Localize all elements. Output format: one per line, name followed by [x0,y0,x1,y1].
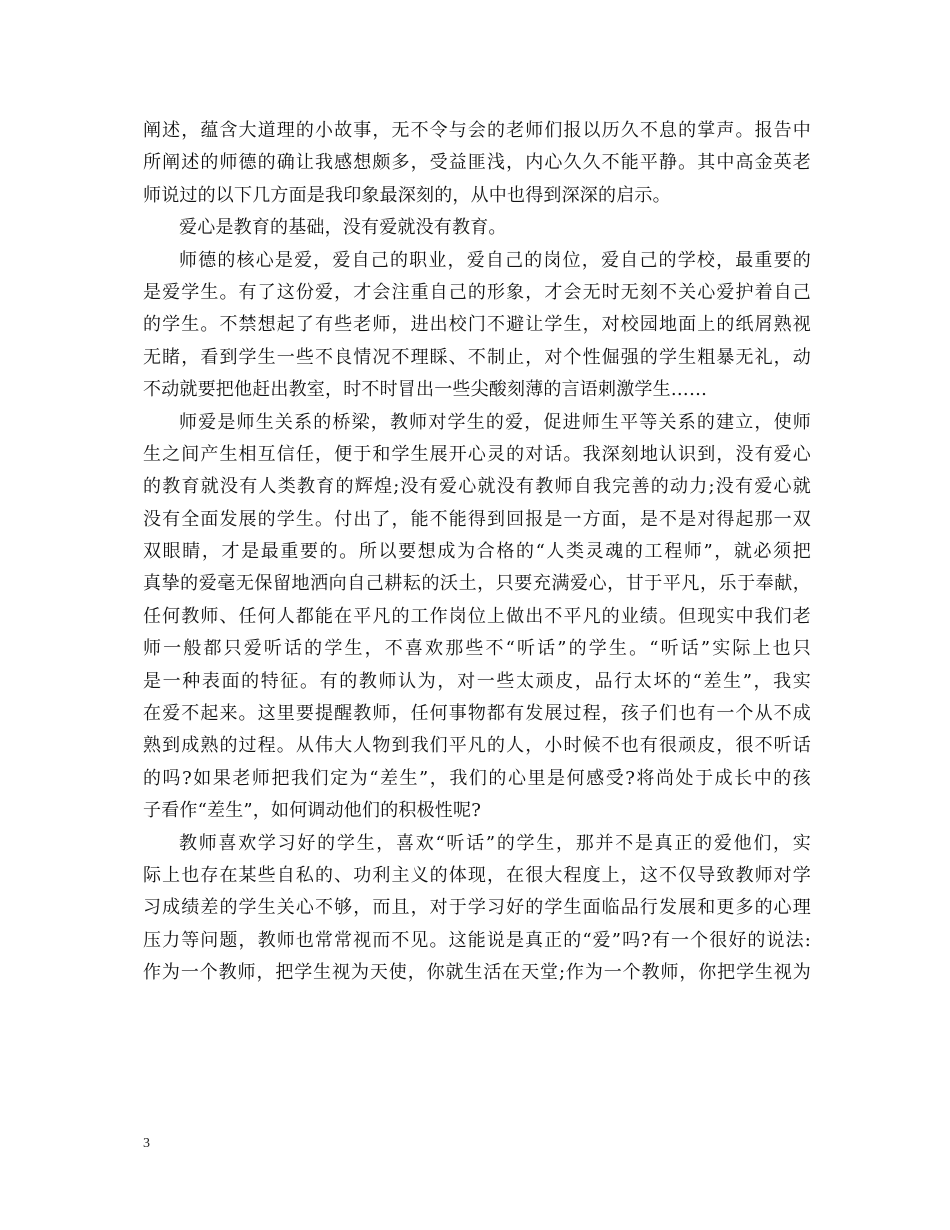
paragraph-first-line: 教师喜欢学习好的学生，喜欢“听话”的学生，那并不是真正的爱他们，实 [179,832,811,854]
text-line: 是一种表面的特征。有的教师认为，对一些太顽皮，品行太坏的“差生”，我实 [143,670,811,692]
text-line: 压力等问题，教师也常常视而不见。这能说是真正的“爱”吗?有一个很好的说法: [143,929,811,951]
text-line: 没有全面发展的学生。付出了，能不能得到回报是一方面，是不是对得起那一双 [143,508,811,530]
page-number: 3 [143,1136,150,1151]
text-line: 的学生。不禁想起了有些老师，进出校门不避让学生，对校园地面上的纸屑熟视 [143,314,811,336]
paragraph-first-line: 师德的核心是爱，爱自己的职业，爱自己的岗位，爱自己的学校，最重要的 [179,249,811,271]
text-line: 的吗?如果老师把我们定为“差生”，我们的心里是何感受?将尚处于成长中的孩 [143,767,811,789]
text-line: 作为一个教师，把学生视为天使，你就生活在天堂;作为一个教师，你把学生视为 [143,962,811,984]
text-line: 在爱不起来。这里要提醒教师，任何事物都有发展过程，孩子们也有一个从不成 [143,703,811,725]
text-line: 真挚的爱毫无保留地洒向自己耕耘的沃土，只要充满爱心，甘于平凡，乐于奉献， [143,573,811,595]
paragraph-first-line: 师爱是师生关系的桥梁，教师对学生的爱，促进师生平等关系的建立，使师 [179,411,811,433]
paragraph-first-line: 爱心是教育的基础，没有爱就没有教育。 [179,217,507,239]
text-line: 师说过的以下几方面是我印象最深刻的，从中也得到深深的启示。 [143,184,671,206]
text-line: 无睹，看到学生一些不良情况不理睬、不制止，对个性倔强的学生粗暴无礼，动 [143,346,811,368]
text-line: 所阐述的师德的确让我感想颇多，受益匪浅，内心久久不能平静。其中高金英老 [143,152,811,174]
text-line: 师一般都只爱听话的学生，不喜欢那些不“听话”的学生。“听话”实际上也只 [143,638,811,660]
text-line: 任何教师、任何人都能在平凡的工作岗位上做出不平凡的业绩。但现实中我们老 [143,605,811,627]
text-line: 双眼睛，才是最重要的。所以要想成为合格的“人类灵魂的工程师”，就必须把 [143,541,811,563]
text-line: 子看作“差生”，如何调动他们的积极性呢? [143,800,482,822]
text-line: 的教育就没有人类教育的辉煌;没有爱心就没有教师自我完善的动力;没有爱心就 [143,476,811,498]
text-line: 是爱学生。有了这份爱，才会注重自己的形象，才会无时无刻不关心爱护着自己 [143,281,811,303]
text-line: 不动就要把他赶出教室，时不时冒出一些尖酸刻薄的言语刺激学生…… [143,379,708,401]
text-line: 习成绩差的学生关心不够，而且，对于学习好的学生面临品行发展和更多的心理 [143,897,811,919]
text-line: 生之间产生相互信任，便于和学生展开心灵的对话。我深刻地认识到，没有爱心 [143,443,811,465]
text-line: 熟到成熟的过程。从伟大人物到我们平凡的人，小时候不也有很顽皮，很不听话 [143,735,811,757]
body-text [143,115,811,990]
text-line: 阐述，蕴含大道理的小故事，无不令与会的老师们报以历久不息的掌声。报告中 [143,120,811,141]
text-line: 际上也存在某些自私的、功利主义的体现，在很大程度上，这不仅导致教师对学 [143,864,811,886]
